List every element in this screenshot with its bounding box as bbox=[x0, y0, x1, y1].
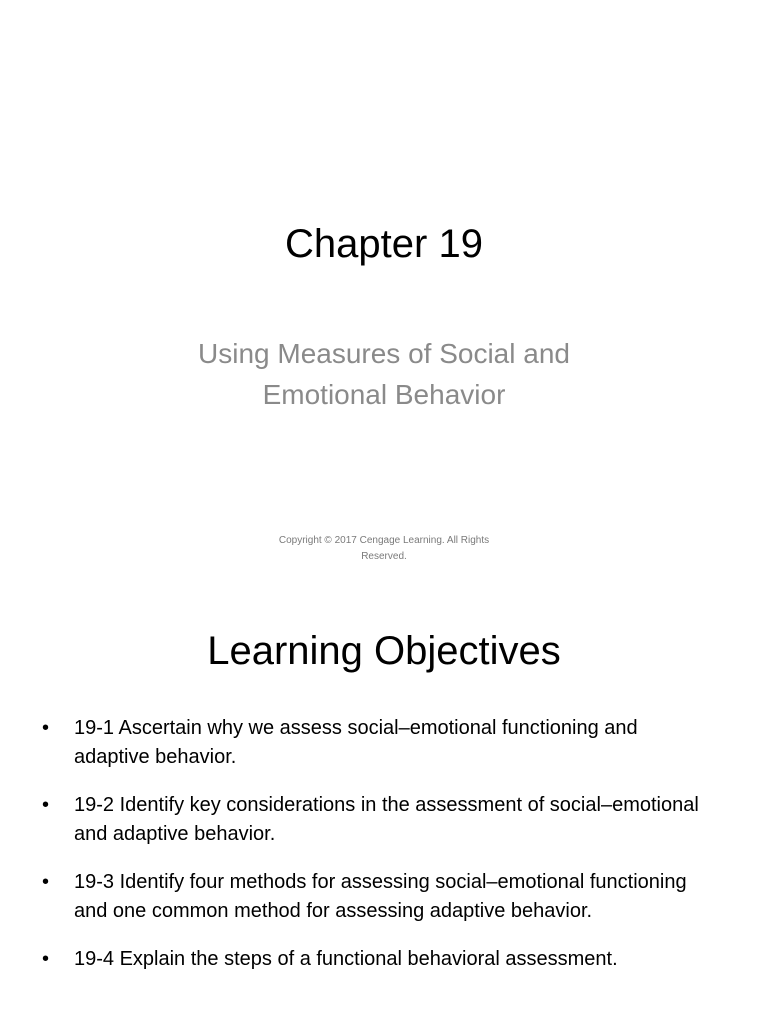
objective-text: 19-2 Identify key considerations in the assessment of social–emotional and adaptive behavior. bbox=[74, 794, 699, 845]
bullet-icon: • bbox=[42, 871, 50, 893]
bullet-icon: • bbox=[42, 717, 50, 739]
copyright-notice: Copyright © 2017 Cengage Learning. All Rights Reserved. bbox=[278, 535, 490, 562]
objective-text: 19-4 Explain the steps of a functional behavioral assessment. bbox=[74, 948, 618, 970]
objective-item bbox=[0, 868, 768, 926]
objectives-slide bbox=[0, 590, 768, 1024]
objective-text: 19-1 Ascertain why we assess social–emotional functioning and adaptive behavior. bbox=[74, 717, 638, 768]
objective-item bbox=[0, 714, 768, 772]
objectives-heading: Learning Objectives bbox=[207, 629, 561, 673]
objective-text: 19-3 Identify four methods for assessing social–emotional functioning and one common method for assessing adaptive behavior. bbox=[74, 871, 687, 922]
chapter-subtitle: Using Measures of Social and Emotional Behavior bbox=[198, 338, 570, 410]
objective-item bbox=[0, 791, 768, 849]
objectives-list bbox=[0, 714, 768, 993]
objective-item bbox=[0, 945, 768, 974]
bullet-icon: • bbox=[42, 794, 50, 816]
chapter-title: Chapter 19 bbox=[285, 222, 483, 266]
bullet-icon: • bbox=[42, 948, 50, 970]
